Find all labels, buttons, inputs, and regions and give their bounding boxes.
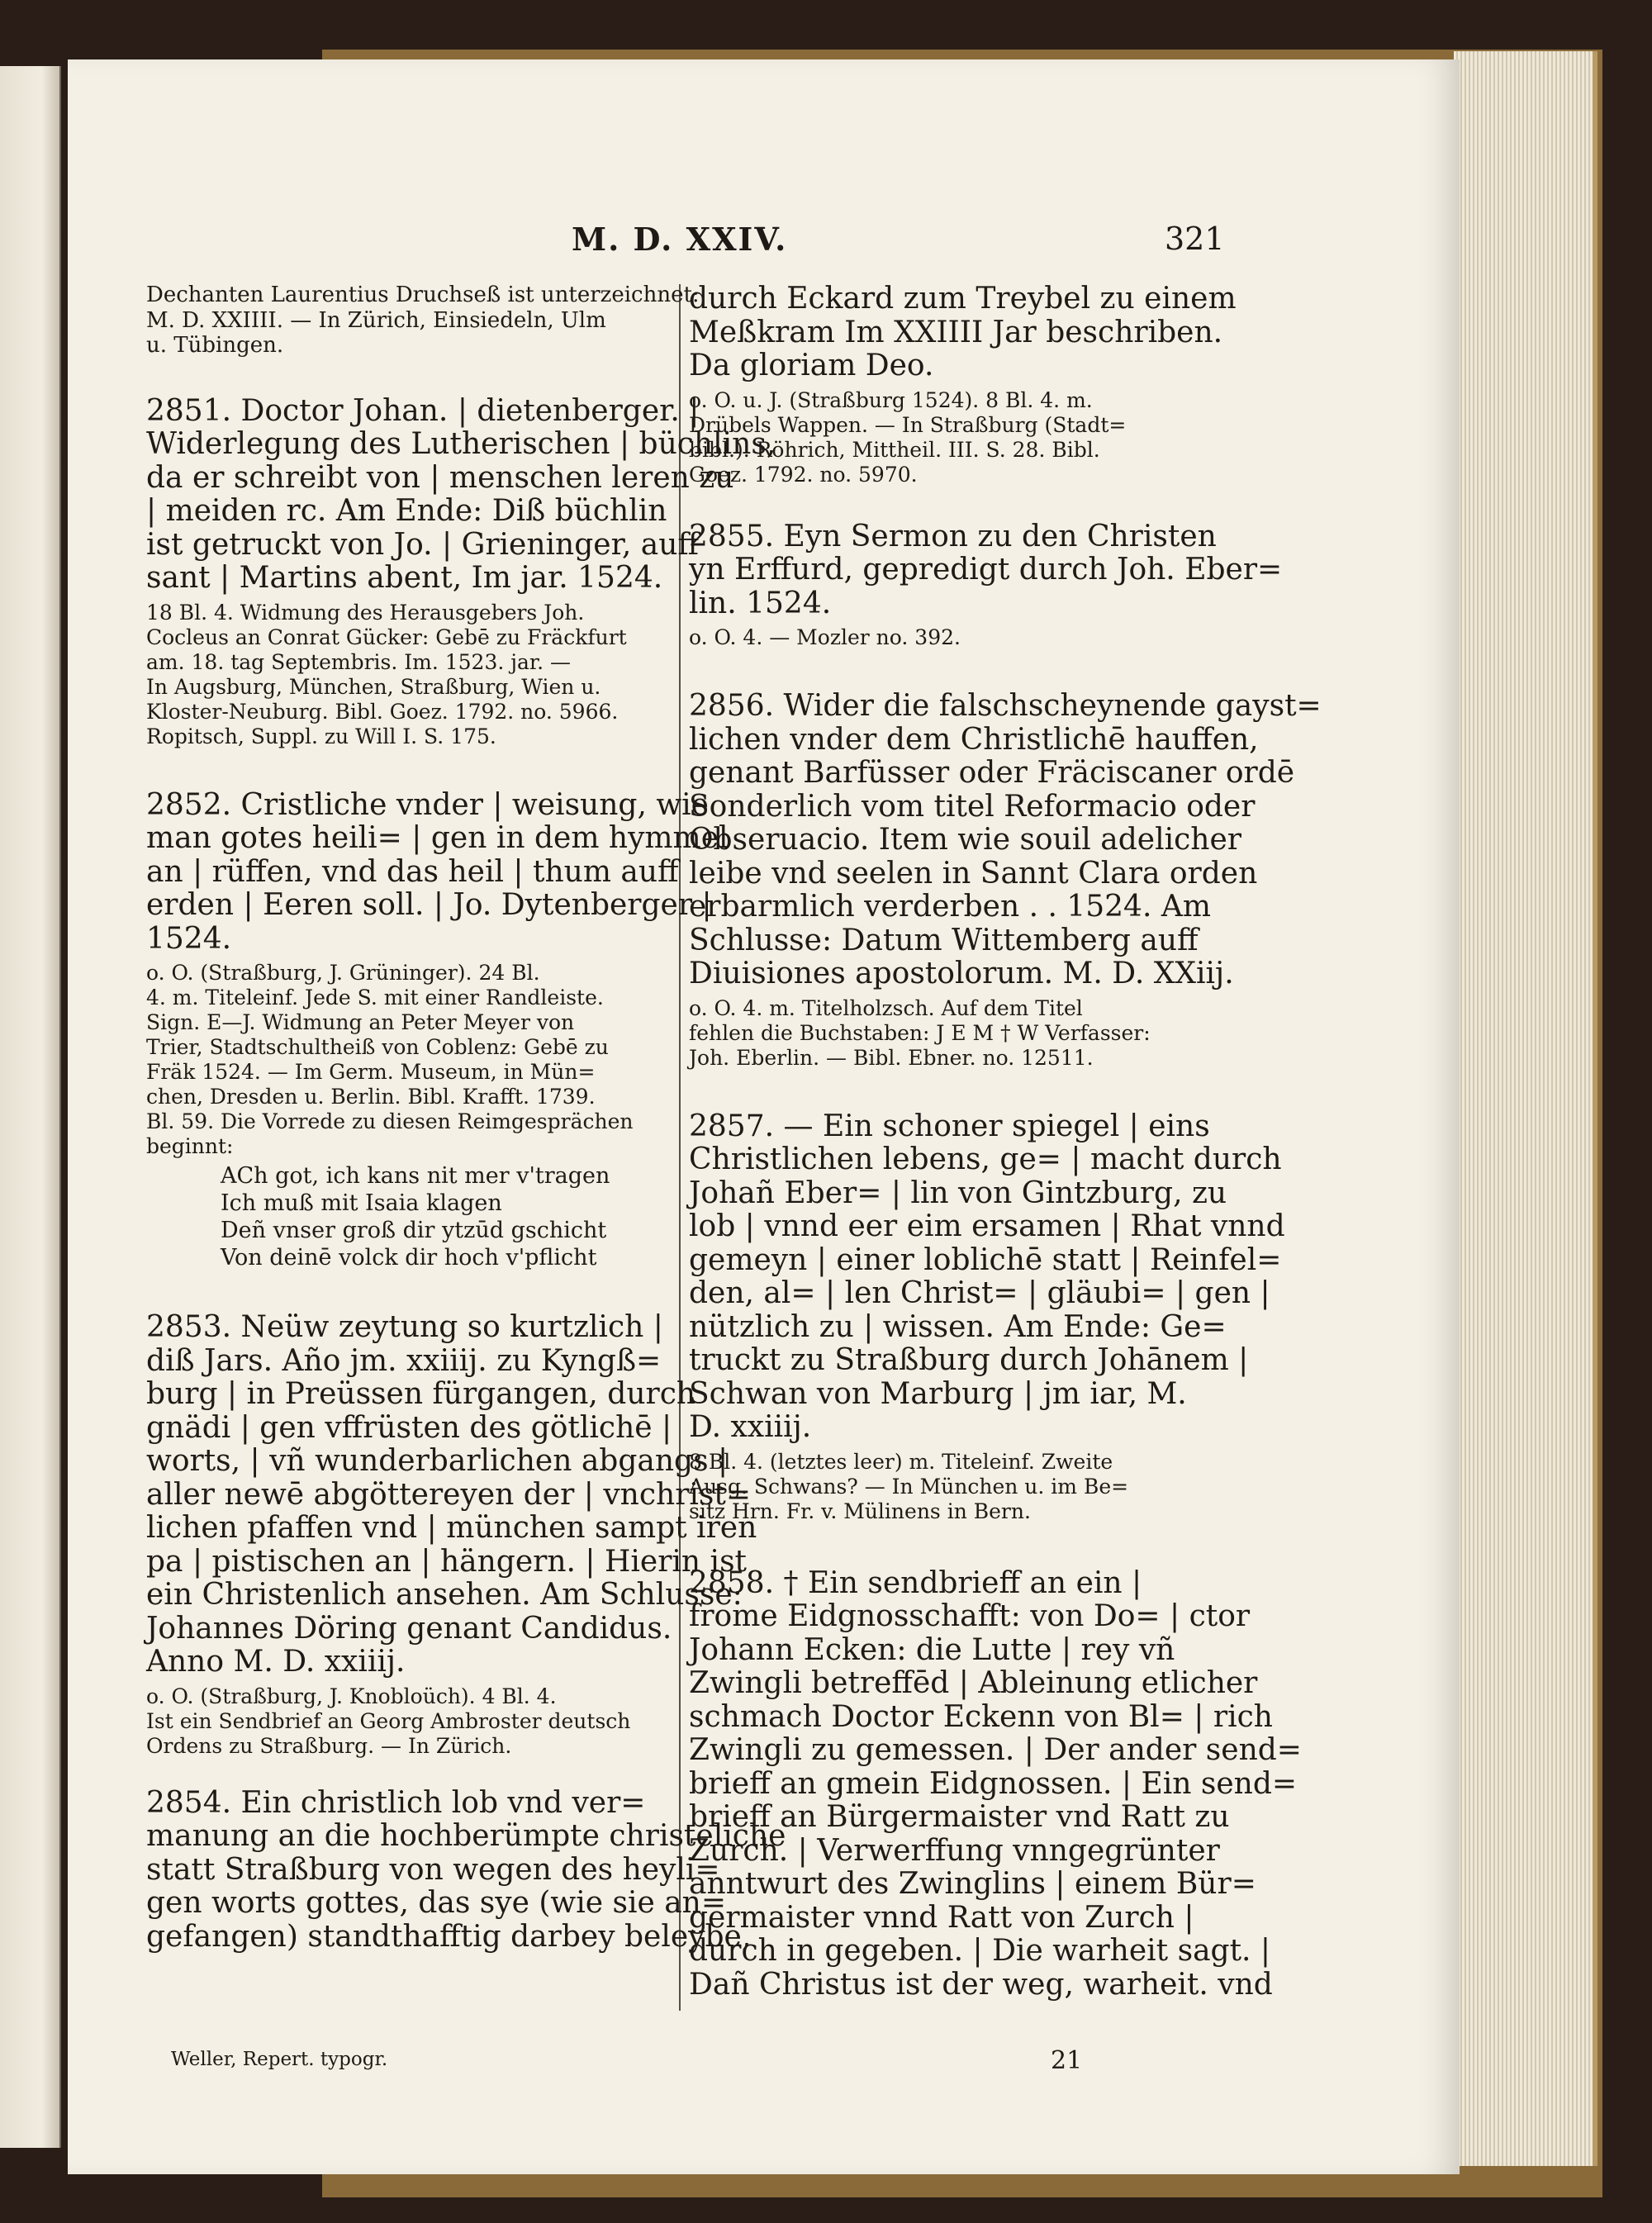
text-line: Widerlegung des Lutherischen | büchlins,: [146, 427, 776, 461]
facing-page-edge: [0, 66, 61, 2148]
entry-note: [689, 1450, 1288, 1524]
note-line: o. O. 4. m. Titelholzsch. Auf dem Titel: [689, 995, 1083, 1020]
text-line: Da gloriam Deo.: [689, 349, 934, 382]
verse-line: ACh got, ich kans nit mer v'tragen: [221, 1163, 610, 1189]
note-line: o. O. (Straßburg, J. Knobloüch). 4 Bl. 4.: [146, 1684, 557, 1708]
text-line: ein Christenlich ansehen. Am Schlusse:: [146, 1578, 743, 1612]
entry-2852: [146, 789, 745, 1272]
footer-signature: Weller, Repert. typogr.: [171, 2049, 388, 2070]
continuation-title: [689, 283, 1288, 383]
text-line: durch in gegeben. | Die warheit sagt. |: [689, 1934, 1271, 1968]
text-line: brieff an gmein Eidgnossen. | Ein send=: [689, 1766, 1298, 1801]
right-column: [689, 282, 1322, 2002]
text-line: an | rüffen, vnd das heil | thum auff: [146, 854, 679, 889]
text-line: Johannes Döring genant Candidus.: [146, 1611, 672, 1646]
entry-title: [146, 1310, 757, 1679]
entry-title: [689, 1565, 1302, 2002]
text-line: frome Eidgnosschafft: von Do= | ctor: [689, 1599, 1251, 1633]
note-line: Trier, Stadtschultheiß von Coblenz: Gebē zu: [146, 1035, 609, 1059]
page-number: 321: [1165, 221, 1225, 257]
text-line: germaister vnnd Ratt von Zurch |: [689, 1900, 1194, 1935]
entry-2858: [689, 1565, 1302, 2002]
text-line: leibe vnd seelen in Sannt Clara orden: [689, 856, 1258, 891]
note-line: Joh. Eberlin. — Bibl. Ebner. no. 12511.: [689, 1045, 1094, 1070]
text-line: | meiden rc. Am Ende: Diß büchlin: [146, 494, 667, 528]
note-line: Ropitsch, Suppl. zu Will I. S. 175.: [146, 724, 496, 748]
text-line: durch Eckard zum Treybel zu einem: [689, 282, 1237, 316]
continuation-note: [146, 283, 745, 359]
note-line: bibl.). Röhrich, Mittheil. III. S. 28. Bibl.: [689, 437, 1100, 462]
text-line: Meßkram Im XXIIII Jar beschriben.: [689, 315, 1223, 349]
text-line: gen worts gottes, das sye (wie sie an=: [146, 1886, 727, 1920]
text-line: aller newē abgöttereyen der | vnchrist=: [146, 1477, 752, 1512]
entry-2856: [689, 689, 1322, 1071]
text-line: Zwingli zu gemessen. | Der ander send=: [689, 1733, 1302, 1767]
note-line: Ausg. Schwans? — In München u. im Be=: [689, 1474, 1129, 1499]
text-line: Anno M. D. xxiiij.: [146, 1645, 406, 1679]
entry-note: [689, 625, 1288, 650]
note-line: Sign. E—J. Widmung an Peter Meyer von: [146, 1010, 575, 1034]
text-line: 2856. Wider die falschscheynende gayst=: [689, 689, 1322, 723]
note-line: Bl. 59. Die Vorrede zu diesen Reimgesprächen: [146, 1109, 634, 1133]
text-line: Obseruacio. Item wie souil adelicher: [689, 823, 1241, 857]
note-line: Fräk 1524. — Im Germ. Museum, in Mün=: [146, 1060, 596, 1084]
text-line: sant | Martins abent, Im jar. 1524.: [146, 561, 663, 595]
text-line: den, al= | len Christ= | gläubi= | gen |: [689, 1276, 1270, 1310]
note-line: Goez. 1792. no. 5970.: [689, 462, 918, 487]
note-line: o. O. (Straßburg, J. Grüninger). 24 Bl.: [146, 961, 540, 985]
note-line: Kloster-Neuburg. Bibl. Goez. 1792. no. 5966.: [146, 699, 619, 724]
entry-title: [689, 689, 1322, 991]
text-line: burg | in Preüssen fürgangen, durch: [146, 1377, 696, 1411]
text-line: da er schreibt von | menschen leren zu: [146, 460, 734, 495]
text-line: ist getruckt von Jo. | Grieninger, auff: [146, 527, 699, 562]
note-line: chen, Dresden u. Berlin. Bibl. Krafft. 1739.: [146, 1085, 596, 1109]
verse-line: Ich muß mit Isaia klagen: [221, 1190, 502, 1216]
entry-note: [146, 1684, 745, 1759]
note-line: Cocleus an Conrat Gücker: Gebē zu Fräckfurt: [146, 625, 627, 649]
text-line: Dañ Christus ist der weg, warheit. vnd: [689, 1967, 1273, 2002]
text-line: Zurch. | Verwerffung vnngegrünter: [689, 1833, 1220, 1868]
text-line: anntwurt des Zwinglins | einem Bür=: [689, 1867, 1256, 1901]
text-line: 2858. † Ein sendbrieff an ein |: [689, 1565, 1142, 1600]
text-line: statt Straßburg von wegen des heyli=: [146, 1852, 720, 1887]
text-line: gnädi | gen vffrüsten des götlichē |: [146, 1410, 672, 1445]
text-line: genant Barfüsser oder Fräciscaner ordē: [689, 756, 1295, 790]
note-line: 4. m. Titeleinf. Jede S. mit einer Randleiste.: [146, 986, 604, 1009]
text-line: erbarmlich verderben . . 1524. Am: [689, 890, 1211, 924]
note-line: o. O. 4. — Mozler no. 392.: [689, 625, 961, 649]
text-line: M. D. XXIIII. — In Zürich, Einsiedeln, Ulm: [146, 307, 606, 333]
entry-note: [146, 961, 745, 1159]
text-line: Christlichen lebens, ge= | macht durch: [689, 1142, 1282, 1176]
text-line: 2854. Ein christlich lob vnd ver=: [146, 1785, 646, 1820]
text-line: Schwan von Marburg | jm iar, M.: [689, 1376, 1187, 1411]
verse-line: Deñ vnser groß dir ytzūd gschicht: [221, 1218, 607, 1243]
text-line: man gotes heili= | gen in dem hymmel: [146, 821, 729, 855]
text-line: Zwingli betreffēd | Ableinung etlicher: [689, 1666, 1258, 1700]
text-line: yn Erffurd, gepredigt durch Joh. Eber=: [689, 553, 1283, 587]
note-line: Ist ein Sendbrief an Georg Ambroster deutsch: [146, 1708, 631, 1733]
text-line: Dechanten Laurentius Druchseß ist unterzeichnet:: [146, 283, 700, 307]
text-line: lichen pfaffen vnd | münchen sampt iren: [146, 1511, 757, 1545]
note-line: fehlen die Buchstaben: J E M † W Verfasser:: [689, 1020, 1151, 1045]
note-line: o. O. u. J. (Straßburg 1524). 8 Bl. 4. m.: [689, 387, 1093, 412]
note-line: In Augsburg, München, Straßburg, Wien u.: [146, 674, 601, 699]
text-line: 2852. Cristliche vnder | weisung, wie: [146, 787, 709, 822]
text-line: Schlusse: Datum Wittemberg auff: [689, 923, 1199, 957]
entry-note: [146, 601, 745, 749]
text-line: 2855. Eyn Sermon zu den Christen: [689, 519, 1217, 553]
running-header: [68, 221, 1290, 262]
book-page: [68, 59, 1460, 2174]
note-line: 8 Bl. 4. (letztes leer) m. Titeleinf. Zweite: [689, 1449, 1113, 1474]
verse-quotation: [146, 1162, 745, 1271]
verse-line: Von deinē volck dir hoch v'pflicht: [221, 1245, 597, 1271]
text-line: lin. 1524.: [689, 586, 832, 620]
entry-title: [146, 393, 776, 596]
note-line: Ordens zu Straßburg. — In Zürich.: [146, 1733, 512, 1758]
note-line: am. 18. tag Septembris. Im. 1523. jar. —: [146, 649, 572, 674]
entry-2857: [689, 1110, 1288, 1524]
text-line: 2851. Doctor Johan. | dietenberger. |: [146, 393, 700, 428]
signature-mark: 21: [1051, 2046, 1083, 2075]
text-line: truckt zu Straßburg durch Johānem |: [689, 1343, 1249, 1377]
note-line: 18 Bl. 4. Widmung des Herausgebers Joh.: [146, 600, 585, 625]
text-line: brieff an Bürgermaister vnd Ratt zu: [689, 1800, 1230, 1834]
text-line: gemeyn | einer loblichē statt | Reinfel=: [689, 1242, 1282, 1277]
text-line: 1524.: [146, 921, 232, 956]
note-line: beginnt:: [146, 1134, 234, 1158]
text-line: Johañ Eber= | lin von Gintzburg, zu: [689, 1176, 1227, 1210]
text-line: 2857. — Ein schoner spiegel | eins: [689, 1109, 1210, 1143]
entry-2855: [689, 520, 1288, 651]
running-title: M. D. XXIV.: [572, 221, 788, 258]
text-line: u. Tübingen.: [146, 333, 284, 358]
text-line: Sonderlich vom titel Reformacio oder: [689, 789, 1256, 824]
text-line: 2853. Neüw zeytung so kurtzlich |: [146, 1310, 663, 1344]
entry-title: [146, 1785, 786, 1955]
continuation-note: [689, 388, 1288, 487]
text-line: diß Jars. Año jm. xxiiij. zu Kyngß=: [146, 1343, 662, 1378]
text-line: nützlich zu | wissen. Am Ende: Ge=: [689, 1309, 1227, 1344]
text-line: D. xxiiij.: [689, 1410, 812, 1444]
note-line: sitz Hrn. Fr. v. Mülinens in Bern.: [689, 1499, 1031, 1523]
text-line: lob | vnnd eer eim ersamen | Rhat vnnd: [689, 1209, 1285, 1243]
text-line: pa | pistischen an | hängern. | Hierin ist: [146, 1544, 748, 1579]
text-line: manung an die hochberümpte christeliche: [146, 1819, 786, 1853]
entry-2854: [146, 1785, 786, 1955]
text-line: lichen vnder dem Christlichē hauffen,: [689, 722, 1259, 757]
text-line: Johann Ecken: die Lutte | rey vñ: [689, 1632, 1175, 1667]
text-line: erden | Eeren soll. | Jo. Dytenberger |: [146, 888, 712, 922]
text-line: Diuisiones apostolorum. M. D. XXiij.: [689, 957, 1234, 990]
page-edges: [1454, 51, 1597, 2166]
note-line: Drübels Wappen. — In Straßburg (Stadt=: [689, 412, 1127, 437]
text-line: schmach Doctor Eckenn von Bl= | rich: [689, 1699, 1273, 1734]
entry-title: [689, 1110, 1288, 1445]
text-line: gefangen) standthafftig darbey beleybe,: [146, 1919, 752, 1954]
entry-2853: [146, 1310, 757, 1759]
entry-title: [689, 520, 1288, 621]
entry-title: [146, 789, 745, 957]
text-line: worts, | vñ wunderbarlichen abgangs |: [146, 1444, 729, 1478]
entry-note: [689, 996, 1288, 1071]
